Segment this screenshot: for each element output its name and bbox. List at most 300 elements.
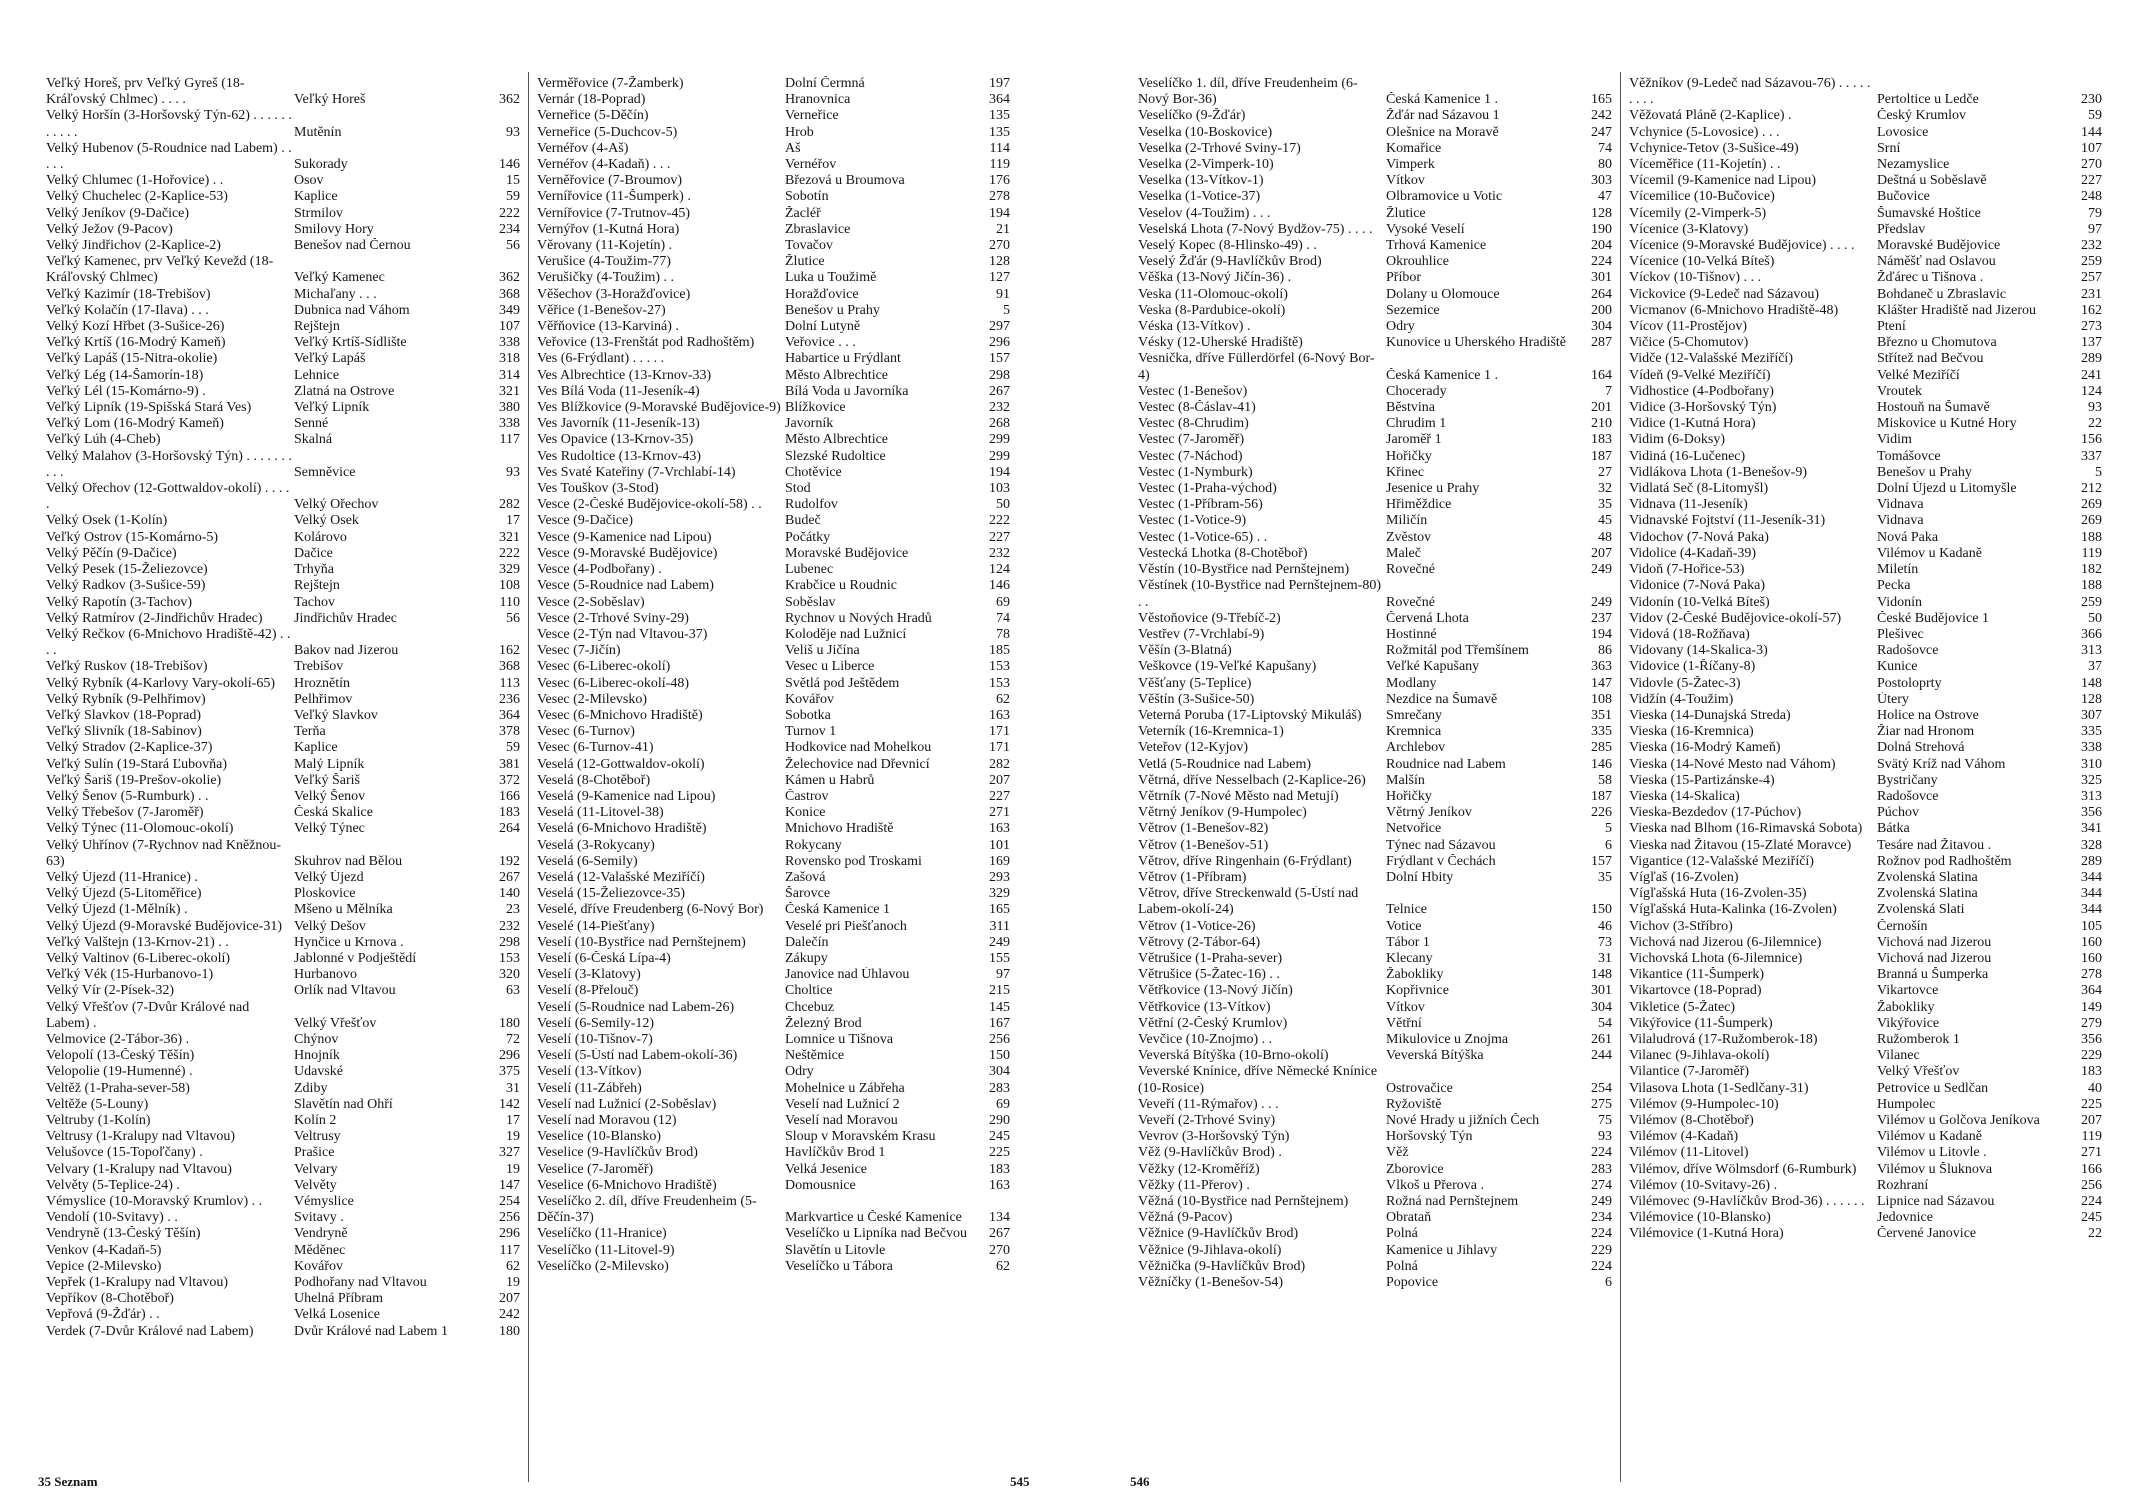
place-name: Veterník (16-Kremnica-1) [1138,724,1284,740]
index-entry [46,254,520,286]
directory-page: 236 [499,691,520,707]
place-name: Velký Rybník (9-Pelhřimov) [46,691,206,707]
index-entry [1629,108,2102,124]
index-entry [1629,1016,2102,1032]
post-office: Vilanec [1877,1048,1920,1064]
directory-page: 176 [989,173,1010,189]
directory-page: 22 [2088,416,2102,432]
place-name: Velký Malahov (3-Horšovský Týn) . . . . . . . . . . [46,448,292,480]
place-name: Vernéřov (4-Kadaň) . . . [537,157,671,173]
post-office: Veľký Krtíš-Sídlište [294,335,407,351]
place-name: Veľký Šariš (19-Prešov-okolie) [46,772,222,788]
post-office: Větřní [1386,1015,1422,1031]
index-entry [537,287,1010,303]
index-entry [1629,497,2102,513]
directory-page: 256 [499,1210,520,1226]
place-name: Věžníčky (1-Benešov-54) [1138,1275,1284,1291]
directory-page: 344 [2081,886,2102,902]
index-entry [46,627,520,659]
place-name: Veľký Ruskov (18-Trebišov) [46,659,208,675]
post-office: Branná u Šumperka [1877,967,1989,983]
index-entry [1138,1178,1612,1194]
directory-page: 242 [1591,108,1612,124]
place-name: Vesnička, dříve Füllerdörfel (6-Nový Bor-4) [1138,351,1375,383]
directory-page: 59 [506,189,520,205]
index-entry [537,384,1010,400]
directory-page: 5 [1605,821,1612,837]
index-entry [537,1016,1010,1032]
place-name: Vidovany (14-Skalica-3) [1629,643,1768,659]
directory-page: 19 [506,1129,520,1145]
index-entry [1138,513,1612,529]
post-office: Skuhrov nad Bělou [294,853,403,869]
post-office: Šumavské Hoštice [1877,205,1981,221]
index-entry [1138,919,1612,935]
directory-page: 344 [2081,869,2102,885]
post-office: Velký Týnec [294,821,365,837]
index-entry [1138,740,1612,756]
directory-page: 364 [989,92,1010,108]
place-name: Vidová (18-Rožňava) [1629,626,1750,642]
index-entry [46,530,520,546]
place-name: Vidžín (4-Toužim) [1629,691,1734,707]
index-entry [1629,400,2102,416]
index-entry [537,1243,1010,1259]
post-office: Veľký Šariš [294,772,360,788]
directory-page: 93 [1598,1129,1612,1145]
directory-page: 227 [989,529,1010,545]
post-office: Věž [1386,1145,1409,1161]
directory-page: 222 [989,513,1010,529]
index-entry [1629,578,2102,594]
directory-page: 59 [2088,108,2102,124]
post-office: Radošovce [1877,788,1939,804]
directory-page: 282 [499,497,520,513]
directory-page: 62 [506,1258,520,1274]
index-entry [46,595,520,611]
index-entry [1629,303,2102,319]
place-name: Větrov, dříve Streckenwald (5-Ústí nad Labem-okolí-24) [1138,886,1359,918]
post-office: Moravské Budějovice [785,545,909,561]
place-name: Velký Újezd (11-Hranice) . [46,869,198,885]
place-name: Veľký Lég (14-Šamorín-18) [46,367,204,383]
index-entry [537,189,1010,205]
directory-page: 150 [1591,902,1612,918]
index-entry [1138,546,1612,562]
place-name: Vilémov, dříve Wölmsdorf (6-Rumburk) [1629,1161,1857,1177]
post-office: Stod [785,481,811,497]
directory-page: 135 [989,108,1010,124]
place-name: Věška (13-Nový Jičín-36) . [1138,270,1292,286]
index-entry [1138,708,1612,724]
post-office: Hostouň na Šumavě [1877,400,1990,416]
post-office: Hořičky [1386,448,1432,464]
index-entry [1629,384,2102,400]
directory-page: 183 [1591,432,1612,448]
post-office: Jablonné v Podještědí [294,950,417,966]
index-column-3 [1130,72,1620,1482]
directory-page: 296 [499,1048,520,1064]
post-office: Veľký Slavkov [294,707,378,723]
post-office: Olbramovice u Votic [1386,189,1503,205]
post-office: Slavětín nad Ohří [294,1096,393,1112]
index-entry [1138,384,1612,400]
index-entry [1138,805,1612,821]
place-name: Veľký Vék (15-Hurbanovo-1) [46,967,214,983]
index-entry [537,125,1010,141]
directory-page: 301 [1591,270,1612,286]
place-name: Víckov (10-Tišnov) . . . [1629,270,1762,286]
index-entry [1629,125,2102,141]
index-entry [46,432,520,448]
index-entry [1138,270,1612,286]
post-office: Velký Dešov [294,918,366,934]
post-office: Veverská Bítýška [1386,1048,1484,1064]
directory-page: 362 [499,92,520,108]
directory-page: 242 [499,1307,520,1323]
place-name: Veľký Kolačín (17-Ilava) . . . [46,302,209,318]
post-office: Náměšť nad Oslavou [1877,254,1996,270]
post-office: Deštná u Soběslavě [1877,173,1987,189]
directory-page: 69 [996,1096,1010,1112]
directory-page: 368 [499,659,520,675]
directory-page: 290 [989,1113,1010,1128]
post-office: Ružomberok 1 [1877,1031,1960,1047]
post-office: Lipnice nad Sázavou [1877,1194,1995,1210]
place-name: Vepice (2-Milevsko) [46,1258,162,1274]
place-name: Ves Touškov (3-Stod) [537,481,659,497]
directory-page: 328 [2081,837,2102,853]
index-entry [1138,189,1612,205]
directory-page: 119 [989,157,1010,173]
place-name: Velký Týnec (11-Olomouc-okolí) [46,821,234,837]
post-office: Veselí nad Moravou [785,1113,898,1128]
index-entry [1629,368,2102,384]
place-name: Vernířovice (7-Trutnov-45) [537,205,691,221]
post-office: Častrov [785,788,829,804]
directory-page: 366 [2081,626,2102,642]
directory-page: 327 [499,1145,520,1161]
place-name: Veselí (13-Vítkov) [537,1064,642,1080]
post-office: Smrečany [1386,707,1442,723]
place-name: Veľký Slivník (18-Sabinov) [46,724,202,740]
place-name: Vendryně (13-Český Těšín) [46,1226,201,1242]
place-name: Vieska nad Blhom (16-Rimavská Sobota) [1629,821,1863,837]
post-office: Hurbanovo [294,967,357,983]
place-name: Vieska (16-Kremnica) [1629,724,1754,740]
directory-page: 146 [989,578,1010,594]
post-office: Dubnica nad Váhom [294,302,410,318]
directory-page: 117 [499,1242,520,1258]
directory-page: 108 [1591,691,1612,707]
directory-page: 142 [499,1096,520,1112]
post-office: Zvolenská Slatina [1877,886,1978,902]
post-office: Želechovice nad Dřevnicí [785,756,930,772]
directory-page: 325 [2081,772,2102,788]
place-name: Velký Ježov (9-Pacov) [46,221,173,237]
index-entry [1138,206,1612,222]
index-entry [1629,676,2102,692]
place-name: Vesce (9-Dačice) [537,513,633,529]
place-name: Vesce (9-Kamenice nad Lipou) [537,529,712,545]
index-entry [1629,659,2102,675]
post-office: Mšeno u Mělníka [294,902,393,918]
place-name: Velvěty (5-Teplice-24) . [46,1177,180,1193]
index-entry [46,546,520,562]
directory-page: 313 [2081,788,2102,804]
place-name: Verdek (7-Dvůr Králové nad Labem) [46,1323,254,1339]
index-entry [46,692,520,708]
directory-page: 356 [2081,805,2102,821]
place-name: Vesce (4-Podbořany) . [537,562,662,578]
place-name: Vigantice (12-Valašské Meziříčí) [1629,853,1814,869]
post-office: Smilovy Hory [294,221,374,237]
post-office: Humpolec [1877,1096,1936,1112]
post-office: Javorník [785,416,834,432]
place-name: Vestec (1-Benešov) [1138,383,1248,399]
index-entry [46,902,520,918]
place-name: Veselíčko (11-Hranice) [537,1226,667,1242]
index-entry [46,740,520,756]
directory-page: 380 [499,400,520,416]
directory-page: 247 [1591,124,1612,140]
directory-page: 270 [2081,157,2102,173]
directory-page: 31 [1598,950,1612,966]
directory-page: 163 [989,1177,1010,1193]
index-entry [1138,1000,1612,1016]
index-entry [1138,173,1612,189]
place-name: Vilasova Lhota (1-Sedlčany-31) [1629,1080,1809,1096]
post-office: Město Albrechtice [785,367,889,383]
post-office: Žlutice [1386,205,1426,221]
place-name: Vepřek (1-Kralupy nad Vltavou) [46,1275,229,1291]
index-entry [46,1275,520,1291]
directory-page: 59 [506,740,520,756]
place-name: Ves Albrechtice (13-Krnov-33) [537,367,712,383]
post-office: Žďárec u Tišnova . [1877,270,1984,286]
place-name: Veľký Krtíš (16-Modrý Kameň) [46,335,226,351]
index-entry [537,676,1010,692]
post-office: Ostrovačice [1386,1080,1453,1096]
place-name: Větřkovice (13-Nový Jičín) [1138,983,1293,999]
index-entry [1138,676,1612,692]
post-office: Sukorady [294,157,348,173]
post-office: Polná [1386,1258,1418,1274]
place-name: Velký Stradov (2-Kaplice-37) [46,740,213,756]
index-entry [46,222,520,238]
index-entry [537,967,1010,983]
place-name: Veltěž (1-Praha-sever-58) [46,1080,190,1096]
place-name: Vickovice (9-Ledeč nad Sázavou) [1629,286,1820,302]
index-entry [1138,1226,1612,1242]
place-name: Veselíčko (11-Litovel-9) [537,1242,675,1258]
directory-page: 187 [1591,788,1612,804]
post-office: Česká Kamenice 1 [785,902,890,918]
index-entry [537,400,1010,416]
place-name: Vidlákova Lhota (1-Benešov-9) [1629,464,1807,480]
place-name: Vichovská Lhota (6-Jilemnice) [1629,950,1803,966]
directory-page: 230 [2081,92,2102,108]
post-office: Markvartice u České Kamenice [785,1210,962,1226]
place-name: Vevrov (3-Horšovský Týn) [1138,1129,1290,1145]
place-name: Věšechov (3-Horažďovice) [537,286,691,302]
place-name: Veľký Lúh (4-Cheb) [46,432,161,448]
post-office: Michaľany . . . [294,286,377,302]
directory-page: 56 [506,238,520,254]
directory-page: 224 [2081,1194,2102,1210]
place-name: Velký Chuchelec (2-Kaplice-53) [46,189,228,205]
index-entry [1629,319,2102,335]
post-office: Postoloprty [1877,675,1942,691]
directory-page: 320 [499,967,520,983]
index-entry [1629,76,2102,108]
index-entry [1629,757,2102,773]
post-office: Domousnice [785,1177,856,1193]
index-entry [46,611,520,627]
post-office: Vesec u Liberce [785,659,875,675]
index-entry [1629,222,2102,238]
place-name: Věžná (10-Bystřice nad Pernštejnem) [1138,1194,1349,1210]
index-entry [537,740,1010,756]
post-office: Zákupy [785,950,828,966]
index-entry [537,449,1010,465]
directory-page: 194 [1591,626,1612,642]
directory-page: 210 [1591,416,1612,432]
index-entry [537,919,1010,935]
place-name: Vémyslice (10-Moravský Krumlov) . . [46,1194,263,1210]
index-entry [1138,821,1612,837]
index-entry [46,1307,520,1323]
place-name: Vestec (1-Praha-východ) [1138,481,1277,497]
post-office: Rejštejn [294,319,340,335]
post-office: Velké Meziříčí [1877,367,1960,383]
place-name: Vígľaš (16-Zvolen) [1629,869,1739,885]
post-office: Hranovnica [785,92,851,108]
place-name: Vilaludrová (17-Ružomberok-18) [1629,1031,1818,1047]
directory-page: 46 [1598,918,1612,934]
index-entry [1629,335,2102,351]
index-entry [1629,854,2102,870]
post-office: Hřiměždice [1386,497,1452,513]
index-entry [1138,692,1612,708]
place-name: Velmovice (2-Tábor-36) . [46,1031,190,1047]
place-name: Věstín (10-Bystřice nad Pernštejnem) [1138,562,1350,578]
index-entry [46,1162,520,1178]
place-name: Větrov, dříve Ringenhain (6-Frýdlant) [1138,853,1352,869]
index-entry [46,821,520,837]
directory-page: 145 [989,999,1010,1015]
index-entry [1629,773,2102,789]
place-name: Vesec (6-Turnov) [537,724,635,740]
place-name: Vikýřovice (11-Šumperk) [1629,1015,1773,1031]
directory-page: 254 [1591,1080,1612,1096]
post-office: Janovice nad Úhlavou [785,967,910,983]
place-name: Věřice (1-Benešov-27) [537,302,666,318]
index-entry [537,173,1010,189]
index-entry [1138,351,1612,383]
index-entry [1138,789,1612,805]
post-office: Veřovice . . . [785,335,856,351]
place-name: Veselov (4-Toužim) . . . [1138,205,1271,221]
place-name: Vchynice-Tetov (3-Sušice-49) [1629,140,1799,156]
place-name: Veselice (6-Mnichovo Hradiště) [537,1177,717,1193]
post-office: Zlatná na Ostrove [294,383,395,399]
directory-page: 234 [499,221,520,237]
place-name: Vesce (5-Roudnice nad Labem) [537,578,714,594]
index-entry [46,335,520,351]
post-office: Lehnice [294,367,340,383]
directory-page: 232 [989,400,1010,416]
place-name: Větrov (1-Benešov-51) [1138,837,1269,853]
index-entry [46,724,520,740]
index-entry [46,951,520,967]
post-office: Vilémov u Kadaně [1877,545,1982,561]
place-name: Věstínek (10-Bystřice nad Pernštejnem-80) . . [1138,578,1381,610]
directory-page: 124 [2081,383,2102,399]
index-entry [46,319,520,335]
index-entry [1629,562,2102,578]
directory-page: 166 [499,788,520,804]
place-name: Vernýřov (1-Kutná Hora) [537,221,680,237]
directory-page: 149 [2081,999,2102,1015]
place-name: Verněřovice (7-Broumov) [537,173,683,189]
post-office: Hořičky [1386,788,1432,804]
post-office: Velká Jesenice [785,1161,868,1177]
post-office: Terňa [294,724,326,740]
post-office: Trebišov [294,659,344,675]
directory-page: 364 [499,707,520,723]
place-name: Vepřová (9-Žďár) . . [46,1307,160,1323]
index-entry [537,838,1010,854]
post-office: Horšovský Týn [1386,1129,1473,1145]
place-name: Velký Jindřichov (2-Kaplice-2) [46,238,221,254]
post-office: Jedovnice [1877,1210,1933,1226]
directory-page: 150 [989,1048,1010,1064]
post-office: Dolní Újezd u Litomyšle [1877,481,2017,497]
directory-page: 190 [1591,221,1612,237]
post-office: Tábor 1 [1386,934,1430,950]
post-office: Zdiby [294,1080,328,1096]
index-entry [1138,854,1612,870]
index-entry [1138,1032,1612,1048]
index-entry [1138,222,1612,238]
index-entry [537,870,1010,886]
index-entry [537,1129,1010,1145]
post-office: Mnichovo Hradiště [785,821,894,837]
directory-page: 194 [989,464,1010,480]
index-entry [1629,611,2102,627]
index-entry [537,319,1010,335]
directory-page: 282 [989,756,1010,772]
index-entry [46,1324,520,1340]
index-entry [537,1032,1010,1048]
directory-page: 268 [989,416,1010,432]
index-entry [46,287,520,303]
directory-page: 226 [1591,805,1612,821]
post-office: Dolany u Olomouce [1386,286,1500,302]
index-entry [1138,319,1612,335]
index-column-2 [528,72,1018,1482]
post-office: Popovice [1386,1275,1439,1291]
index-entry [1629,351,2102,367]
place-name: Velký Vír (2-Písek-32) [46,983,175,999]
post-office: Světlá pod Ještědem [785,675,900,691]
directory-page: 144 [2081,124,2102,140]
index-entry [1138,432,1612,448]
directory-page: 256 [2081,1177,2102,1193]
directory-page: 356 [2081,1031,2102,1047]
directory-page: 188 [2081,578,2102,594]
